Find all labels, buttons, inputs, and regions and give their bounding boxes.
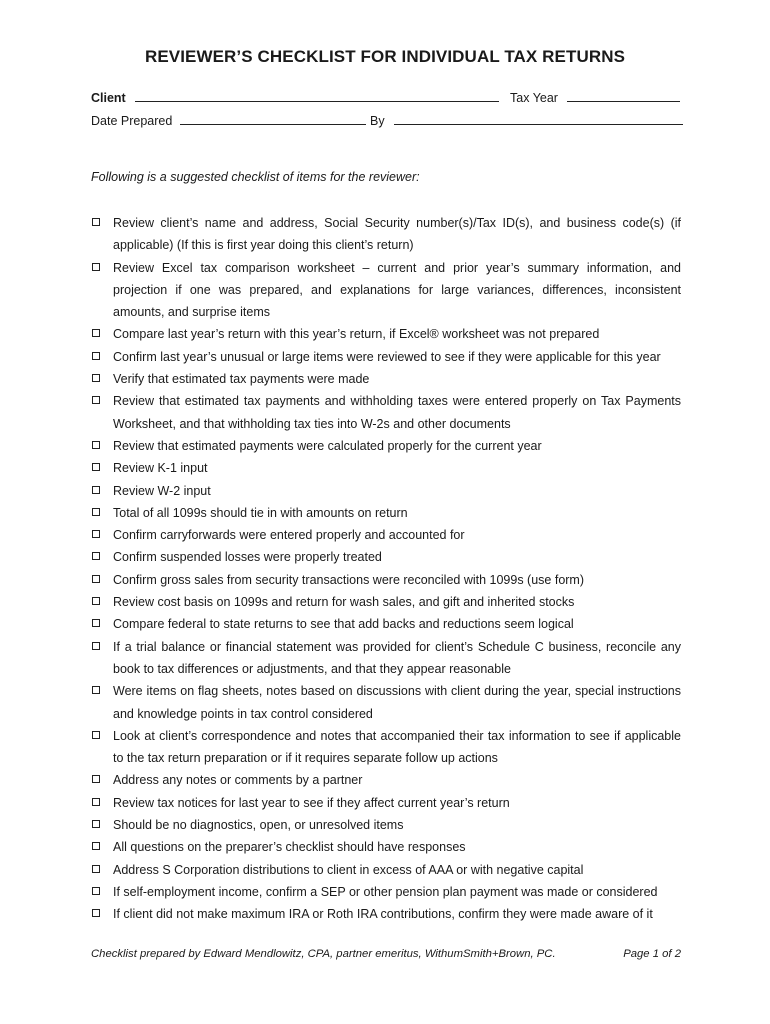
checklist-item-text: Review client’s name and address, Social Security number(s)/Tax ID(s), and business code(s) (if applicable) (If this is first year doing this client’s return) [113,216,681,253]
checklist-item [91,390,681,435]
checkbox[interactable] [92,396,100,404]
checklist-item [91,435,681,457]
checkbox[interactable] [92,731,100,739]
checkbox[interactable] [92,218,100,226]
checklist-item-text: Review Excel tax comparison worksheet – current and prior year’s summary information, and projection if one was prepared, and explanations for large variances, differences, inconsistent amounts, and surprise items [113,260,681,320]
checklist-item [91,792,681,814]
checklist-item-text: Confirm last year’s unusual or large items were reviewed to see if they were applicable for this year [113,349,661,364]
checklist-item [91,859,681,881]
checklist-item-text: Compare federal to state returns to see that add backs and reductions seem logical [113,617,574,632]
checklist-item [91,212,681,257]
footer-credit: Checklist prepared by Edward Mendlowitz, CPA, partner emeritus, WithumSmith+Brown, PC. [91,948,556,960]
checkbox[interactable] [92,909,100,917]
checkbox[interactable] [92,686,100,694]
checklist-item [91,725,681,770]
checkbox[interactable] [92,865,100,873]
checkbox[interactable] [92,352,100,360]
checklist-item [91,257,681,324]
checklist-item [91,323,681,345]
page-number: Page 1 of 2 [623,948,681,960]
checkbox[interactable] [92,642,100,650]
checklist-item-text: Review that estimated tax payments and withholding taxes were entered properly on Tax Payments Worksheet, and that withholding tax ties into W-2s and other documents [113,394,681,431]
checklist-item-text: Review K-1 input [113,461,208,476]
checklist-item [91,524,681,546]
by-label: By [370,114,385,128]
client-label: Client [91,91,126,105]
checkbox[interactable] [92,486,100,494]
checkbox[interactable] [92,463,100,471]
checklist-item-text: Look at client’s correspondence and notes that accompanied their tax information to see if applicable to the tax return preparation or if it requires separate follow up actions [113,728,681,766]
client-field[interactable] [135,88,499,102]
checklist-item [91,836,681,858]
checklist-item [91,546,681,568]
by-field[interactable] [394,111,683,125]
checkbox[interactable] [92,575,100,583]
checkbox[interactable] [92,441,100,449]
checklist-item-text: Review cost basis on 1099s and return for wash sales, and gift and inherited stocks [113,595,575,610]
checklist-item-text: If a trial balance or financial statement was provided for client’s Schedule C business, reconcile any book to tax differences or adjustments, and that they appear reasonable [113,639,681,676]
date-prepared-field[interactable] [180,111,366,125]
tax-year-label: Tax Year [510,91,558,105]
checkbox[interactable] [92,597,100,605]
checklist-item [91,569,681,591]
checklist-item [91,457,681,479]
date-prepared-row [91,111,366,128]
checkbox[interactable] [92,263,100,271]
checkbox[interactable] [92,887,100,895]
checkbox[interactable] [92,552,100,560]
checklist-item-text: If self-employment income, confirm a SEP or other pension plan payment was made or considered [113,884,658,899]
checklist-item [91,903,681,925]
checklist-item [91,613,681,635]
checklist-item [91,881,681,903]
checklist-item-text: Were items on flag sheets, notes based on discussions with client during the year, special instructions and knowledge points in tax control considered [113,684,681,721]
checkbox[interactable] [92,619,100,627]
checklist-item [91,814,681,836]
checklist-item-text: Confirm suspended losses were properly treated [113,550,382,565]
checkbox[interactable] [92,329,100,337]
tax-year-row [510,88,680,105]
checklist-item [91,368,681,390]
client-row [91,88,499,105]
checkbox[interactable] [92,530,100,538]
checkbox[interactable] [92,820,100,828]
checklist-item-text: Confirm gross sales from security transactions were reconciled with 1099s (use form) [113,572,585,587]
checklist-item-text: Address any notes or comments by a partner [113,773,363,788]
checklist-item [91,591,681,613]
document-title: REVIEWER’S CHECKLIST FOR INDIVIDUAL TAX RETURNS [144,47,626,66]
checklist-item-text: Review that estimated payments were calculated properly for the current year [113,438,542,453]
date-prepared-label: Date Prepared [91,114,173,128]
checklist-item [91,502,681,524]
checkbox[interactable] [92,775,100,783]
checkbox[interactable] [92,508,100,516]
checklist-item-text: All questions on the preparer’s checklist should have responses [113,840,466,855]
checklist-item [91,680,681,725]
checklist-item-text: If client did not make maximum IRA or Roth IRA contributions, confirm they were made aware of it [113,907,653,922]
checklist-item [91,480,681,502]
checklist-item [91,636,681,681]
checklist-item-text: Review tax notices for last year to see if they affect current year’s return [113,795,510,810]
checklist [91,212,681,926]
checklist-item-text: Confirm carryforwards were entered properly and accounted for [113,528,465,543]
by-row [370,111,683,128]
checklist-item-text: Should be no diagnostics, open, or unresolved items [113,818,404,833]
checkbox[interactable] [92,798,100,806]
checklist-item-text: Address S Corporation distributions to client in excess of AAA or with negative capital [113,862,584,877]
checklist-item-text: Review W-2 input [113,483,211,498]
checklist-item [91,769,681,791]
checklist-item-text: Compare last year’s return with this year’s return, if Excel® worksheet was not prepared [113,327,600,342]
tax-year-field[interactable] [567,88,680,102]
checkbox[interactable] [92,842,100,850]
checklist-item-text: Verify that estimated tax payments were made [113,372,370,387]
checklist-item [91,346,681,368]
intro-text: Following is a suggested checklist of items for the reviewer: [91,170,420,184]
checkbox[interactable] [92,374,100,382]
checklist-item-text: Total of all 1099s should tie in with amounts on return [113,505,408,520]
